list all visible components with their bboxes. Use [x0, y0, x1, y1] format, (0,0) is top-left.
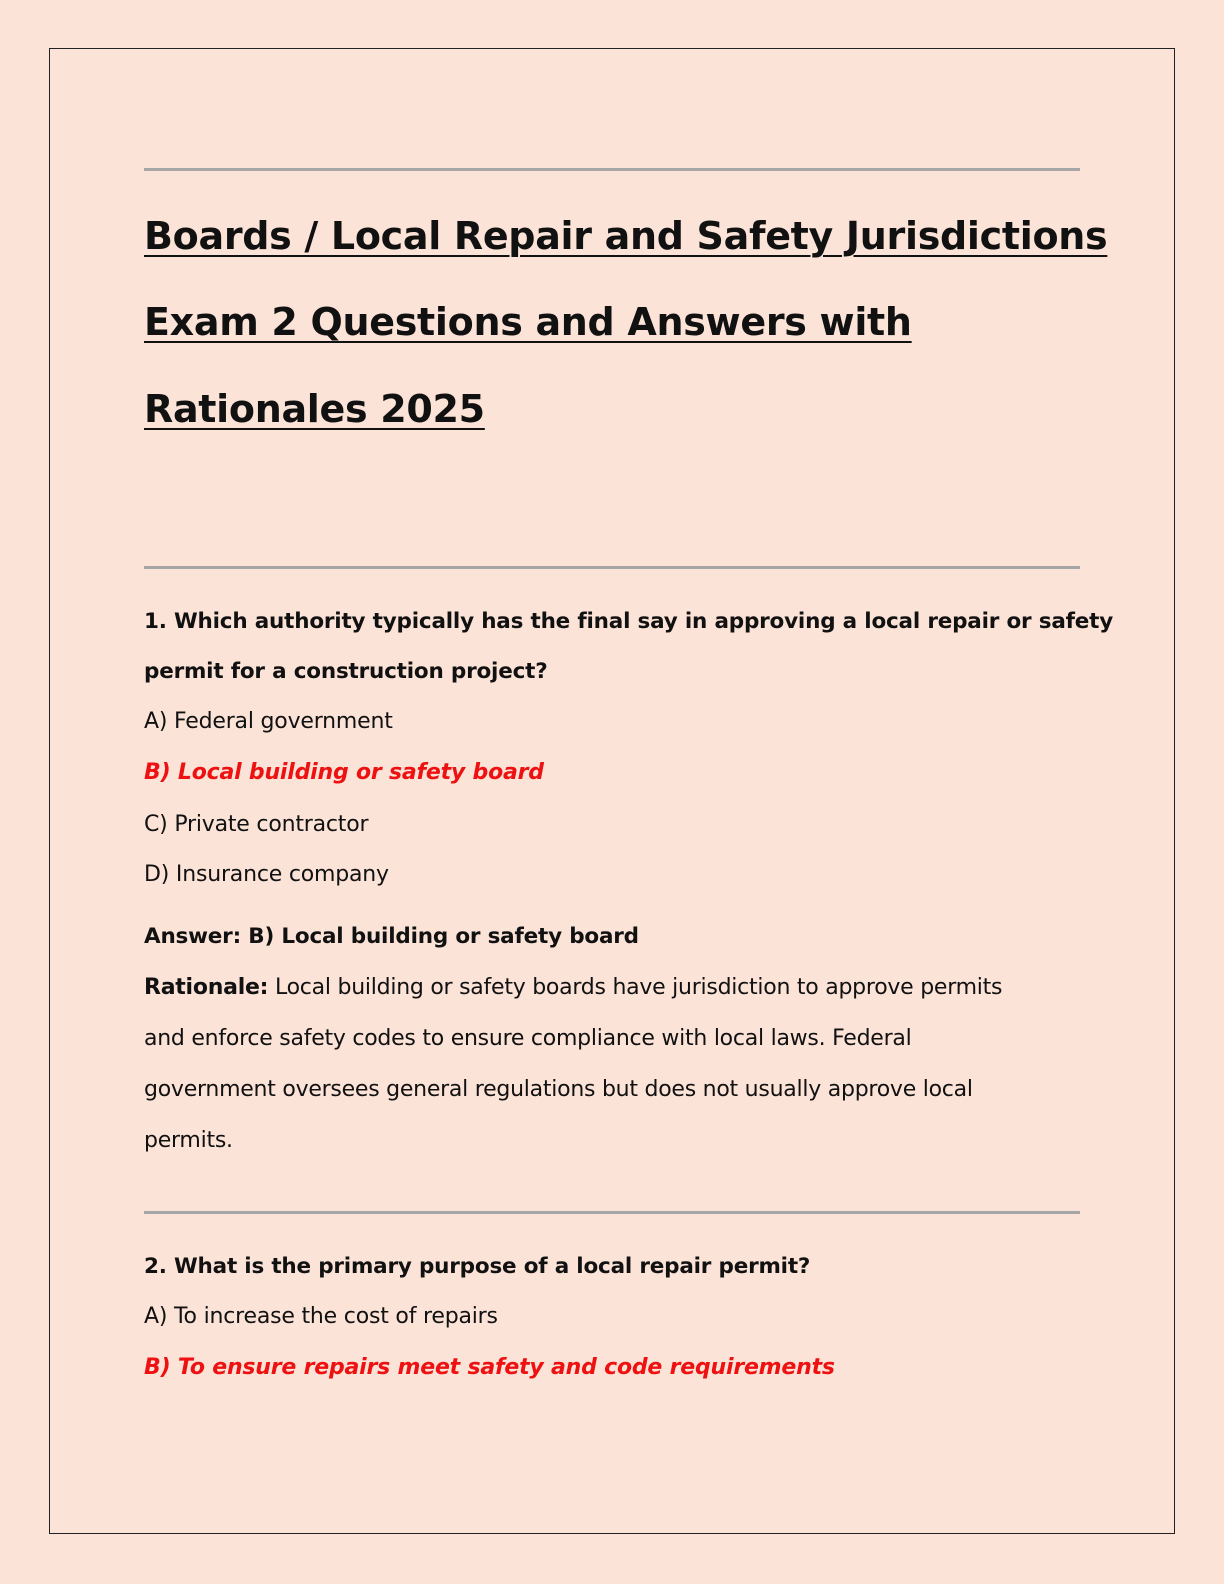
question-1-option-a: A) Federal government	[144, 709, 393, 734]
question-1-text-line-2: permit for a construction project?	[144, 659, 548, 684]
question-1-rationale-line-3: government oversees general regulations but does not usually approve local	[144, 1077, 973, 1102]
question-1-option-c: C) Private contractor	[144, 812, 369, 837]
rationale-text: Local building or safety boards have jurisdiction to approve permits	[268, 975, 1003, 1000]
question-divider-rule	[144, 1211, 1080, 1214]
section-rule	[144, 566, 1080, 569]
question-1-text-line-1: 1. Which authority typically has the final say in approving a local repair or safety	[144, 609, 1114, 634]
question-2-option-a: A) To increase the cost of repairs	[144, 1304, 498, 1329]
document-title-line-2: Exam 2 Questions and Answers with	[144, 300, 912, 344]
document-title-line-1: Boards / Local Repair and Safety Jurisdictions	[144, 214, 1108, 258]
question-2-text: 2. What is the primary purpose of a local repair permit?	[144, 1254, 811, 1279]
document-title-line-3: Rationales 2025	[144, 387, 485, 431]
rationale-label: Rationale:	[144, 975, 269, 1000]
question-1-answer: Answer: B) Local building or safety board	[144, 924, 639, 949]
question-1-option-d: D) Insurance company	[144, 862, 389, 887]
question-1-option-b-correct: B) Local building or safety board	[144, 760, 544, 785]
question-1-rationale-line-1	[144, 974, 1002, 1002]
question-1-rationale-line-2: and enforce safety codes to ensure compliance with local laws. Federal	[144, 1026, 912, 1051]
question-2-option-b-correct: B) To ensure repairs meet safety and code requirements	[144, 1355, 835, 1380]
title-top-rule	[144, 168, 1080, 171]
question-1-rationale-line-4: permits.	[144, 1128, 233, 1153]
